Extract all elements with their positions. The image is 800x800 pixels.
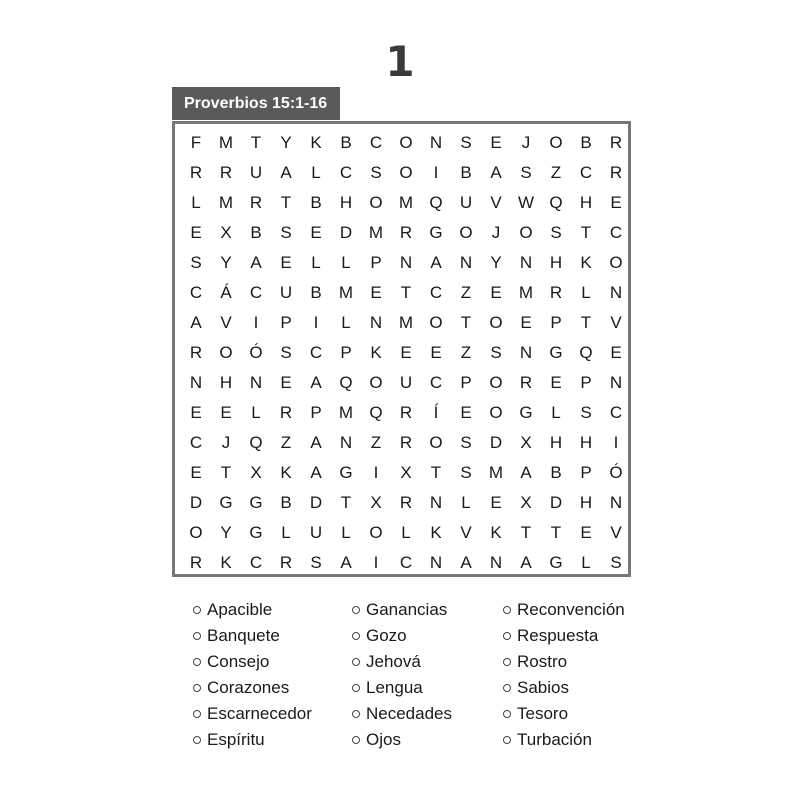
- grid-cell[interactable]: R: [609, 133, 623, 152]
- grid-cell[interactable]: N: [189, 373, 203, 392]
- grid-cell[interactable]: H: [579, 493, 593, 512]
- word-label: Corazones: [207, 678, 290, 697]
- grid-cell[interactable]: A: [490, 163, 502, 182]
- grid-cell[interactable]: O: [519, 223, 533, 242]
- grid-cell[interactable]: E: [280, 253, 292, 272]
- grid-cell[interactable]: L: [311, 253, 321, 272]
- grid-cell[interactable]: J: [491, 223, 501, 242]
- word-item[interactable]: [352, 675, 452, 701]
- grid-cell[interactable]: E: [310, 223, 322, 242]
- grid-cell[interactable]: L: [401, 523, 411, 542]
- grid-cell[interactable]: G: [519, 403, 533, 422]
- word-list-column-3: [503, 597, 625, 753]
- grid-cell[interactable]: A: [190, 313, 202, 332]
- circle-icon[interactable]: [193, 606, 201, 614]
- grid-cell[interactable]: Z: [460, 283, 472, 302]
- grid-cell[interactable]: I: [253, 313, 259, 332]
- grid-cell[interactable]: I: [433, 163, 439, 182]
- grid-cell[interactable]: D: [549, 493, 563, 512]
- grid-cell[interactable]: N: [609, 373, 623, 392]
- grid-cell[interactable]: Y: [490, 253, 502, 272]
- grid-cell[interactable]: C: [189, 433, 203, 452]
- grid-cell[interactable]: U: [459, 193, 473, 212]
- grid-cell[interactable]: U: [309, 523, 323, 542]
- grid-cell[interactable]: V: [460, 523, 472, 542]
- grid-cell[interactable]: A: [310, 463, 322, 482]
- word-item[interactable]: [193, 623, 312, 649]
- grid-cell[interactable]: S: [490, 343, 502, 362]
- grid-cell[interactable]: T: [580, 313, 592, 332]
- grid-cell[interactable]: S: [310, 553, 322, 572]
- grid-cell[interactable]: L: [581, 283, 591, 302]
- grid-cell[interactable]: O: [429, 313, 443, 332]
- circle-icon[interactable]: [503, 710, 511, 718]
- grid-cell[interactable]: A: [280, 163, 292, 182]
- grid-cell[interactable]: P: [550, 313, 562, 332]
- word-label: Ojos: [366, 730, 401, 749]
- grid-cell[interactable]: Z: [460, 343, 472, 362]
- word-label: Necedades: [366, 704, 453, 723]
- grid-cell[interactable]: K: [580, 253, 592, 272]
- grid-cell[interactable]: O: [609, 253, 623, 272]
- grid-cell[interactable]: C: [249, 553, 263, 572]
- grid-cell[interactable]: C: [399, 553, 413, 572]
- grid-cell[interactable]: M: [218, 133, 234, 152]
- circle-icon[interactable]: [503, 736, 511, 744]
- grid-cell[interactable]: E: [430, 343, 442, 362]
- grid-cell[interactable]: S: [610, 553, 622, 572]
- word-item[interactable]: [352, 623, 452, 649]
- word-item[interactable]: [193, 649, 312, 675]
- grid-cell[interactable]: X: [250, 463, 262, 482]
- grid-cell[interactable]: S: [190, 253, 202, 272]
- word-item[interactable]: [193, 597, 312, 623]
- grid-cell[interactable]: V: [220, 313, 232, 332]
- grid-cell[interactable]: Z: [550, 163, 562, 182]
- grid-cell[interactable]: P: [370, 253, 382, 272]
- grid-cell[interactable]: G: [429, 223, 443, 242]
- grid-cell[interactable]: Q: [579, 343, 593, 362]
- circle-icon[interactable]: [193, 710, 201, 718]
- grid-cell[interactable]: E: [400, 343, 412, 362]
- grid-cell[interactable]: C: [369, 133, 383, 152]
- grid-cell[interactable]: C: [609, 223, 623, 242]
- grid-cell[interactable]: D: [189, 493, 203, 512]
- grid-cell[interactable]: G: [339, 463, 353, 482]
- grid-cell[interactable]: U: [279, 283, 293, 302]
- grid-cell[interactable]: V: [610, 523, 622, 542]
- grid-cell[interactable]: M: [218, 193, 234, 212]
- grid-cell[interactable]: Y: [280, 133, 292, 152]
- grid-cell[interactable]: Á: [220, 283, 232, 302]
- word-item[interactable]: [352, 597, 452, 623]
- grid-cell[interactable]: O: [399, 133, 413, 152]
- grid-cell[interactable]: N: [249, 373, 263, 392]
- grid-cell[interactable]: P: [580, 373, 592, 392]
- grid-cell[interactable]: M: [338, 283, 354, 302]
- grid-cell[interactable]: X: [400, 463, 412, 482]
- word-label: Respuesta: [517, 626, 599, 645]
- grid-cell[interactable]: T: [280, 193, 292, 212]
- grid-cell[interactable]: Q: [549, 193, 563, 212]
- grid-cell[interactable]: V: [490, 193, 502, 212]
- grid-cell[interactable]: B: [310, 193, 322, 212]
- grid-cell[interactable]: L: [341, 253, 351, 272]
- grid-cell[interactable]: B: [580, 133, 592, 152]
- grid-cell[interactable]: K: [430, 523, 442, 542]
- grid-cell[interactable]: Z: [370, 433, 382, 452]
- word-item[interactable]: [193, 675, 312, 701]
- grid-cell[interactable]: E: [220, 403, 232, 422]
- grid-cell[interactable]: R: [609, 163, 623, 182]
- grid-cell[interactable]: R: [399, 433, 413, 452]
- grid-cell[interactable]: N: [339, 433, 353, 452]
- grid-cell[interactable]: G: [249, 493, 263, 512]
- grid-cell[interactable]: F: [190, 133, 202, 152]
- grid-cell[interactable]: O: [189, 523, 203, 542]
- word-item[interactable]: [503, 701, 625, 727]
- circle-icon[interactable]: [352, 710, 360, 718]
- grid-cell[interactable]: N: [399, 253, 413, 272]
- grid-cell[interactable]: Í: [433, 403, 439, 422]
- grid-cell[interactable]: R: [189, 553, 203, 572]
- grid-cell[interactable]: Q: [249, 433, 263, 452]
- grid-cell[interactable]: S: [280, 223, 292, 242]
- word-label: Banquete: [207, 626, 280, 645]
- circle-icon[interactable]: [352, 606, 360, 614]
- word-label: Consejo: [207, 652, 270, 671]
- grid-cell[interactable]: G: [219, 493, 233, 512]
- grid-cell[interactable]: V: [610, 313, 622, 332]
- word-item[interactable]: [193, 701, 312, 727]
- grid-cell[interactable]: Ó: [249, 343, 263, 362]
- grid-cell[interactable]: E: [610, 343, 622, 362]
- grid-cell[interactable]: I: [613, 433, 619, 452]
- grid-cell[interactable]: C: [339, 163, 353, 182]
- grid-cell[interactable]: I: [373, 463, 379, 482]
- grid-cell[interactable]: C: [609, 403, 623, 422]
- grid-cell[interactable]: R: [549, 283, 563, 302]
- circle-icon[interactable]: [352, 658, 360, 666]
- grid-cell[interactable]: E: [580, 523, 592, 542]
- grid-cell[interactable]: T: [400, 283, 412, 302]
- grid-cell[interactable]: R: [189, 343, 203, 362]
- grid-cell[interactable]: E: [460, 403, 472, 422]
- grid-cell[interactable]: M: [398, 193, 414, 212]
- grid-cell[interactable]: T: [340, 493, 352, 512]
- word-item[interactable]: [503, 597, 625, 623]
- word-label: Escarnecedor: [207, 704, 312, 723]
- circle-icon[interactable]: [193, 736, 201, 744]
- grid-cell[interactable]: A: [430, 253, 442, 272]
- grid-cell[interactable]: E: [550, 373, 562, 392]
- word-item[interactable]: [503, 675, 625, 701]
- grid-cell[interactable]: L: [341, 313, 351, 332]
- grid-cell[interactable]: E: [280, 373, 292, 392]
- grid-cell[interactable]: J: [221, 433, 231, 452]
- grid-cell[interactable]: T: [220, 463, 232, 482]
- grid-cell[interactable]: T: [430, 463, 442, 482]
- grid-cell[interactable]: M: [398, 313, 414, 332]
- grid-cell[interactable]: O: [369, 373, 383, 392]
- grid-cell[interactable]: C: [189, 283, 203, 302]
- grid-cell[interactable]: S: [520, 163, 532, 182]
- grid-cell[interactable]: S: [580, 403, 592, 422]
- grid-cell[interactable]: R: [279, 553, 293, 572]
- grid-cell[interactable]: G: [549, 343, 563, 362]
- grid-cell[interactable]: X: [370, 493, 382, 512]
- grid-cell[interactable]: N: [519, 343, 533, 362]
- word-label: Apacible: [207, 600, 273, 619]
- grid-cell[interactable]: H: [339, 193, 353, 212]
- grid-cell[interactable]: J: [521, 133, 531, 152]
- grid-cell[interactable]: R: [519, 373, 533, 392]
- word-item[interactable]: [503, 727, 625, 753]
- grid-cell[interactable]: N: [519, 253, 533, 272]
- word-label: Gozo: [366, 626, 407, 645]
- grid-cell[interactable]: L: [251, 403, 261, 422]
- word-list-column-2: [352, 597, 452, 753]
- grid-cell[interactable]: E: [520, 313, 532, 332]
- grid-cell[interactable]: G: [249, 523, 263, 542]
- grid-cell[interactable]: B: [280, 493, 292, 512]
- grid-cell[interactable]: N: [429, 553, 443, 572]
- word-label: Sabios: [517, 678, 569, 697]
- grid-cell[interactable]: U: [249, 163, 263, 182]
- grid-cell[interactable]: O: [489, 313, 503, 332]
- grid-cell[interactable]: O: [219, 343, 233, 362]
- grid-cell[interactable]: R: [219, 163, 233, 182]
- word-label: Rostro: [517, 652, 568, 671]
- grid-cell[interactable]: T: [460, 313, 472, 332]
- word-label: Reconvención: [517, 600, 625, 619]
- grid-cell[interactable]: D: [309, 493, 323, 512]
- grid-cell[interactable]: E: [190, 223, 202, 242]
- grid-cell[interactable]: R: [399, 403, 413, 422]
- word-label: Turbación: [517, 730, 592, 749]
- grid-cell[interactable]: H: [549, 253, 563, 272]
- grid-cell[interactable]: B: [310, 283, 322, 302]
- grid-cell[interactable]: O: [459, 223, 473, 242]
- grid-cell[interactable]: L: [461, 493, 471, 512]
- circle-icon[interactable]: [193, 658, 201, 666]
- circle-icon[interactable]: [193, 684, 201, 692]
- grid-cell[interactable]: A: [250, 253, 262, 272]
- grid-cell[interactable]: L: [191, 193, 201, 212]
- grid-cell[interactable]: O: [489, 373, 503, 392]
- grid-cell[interactable]: R: [399, 493, 413, 512]
- grid-cell[interactable]: G: [549, 553, 563, 572]
- grid-cell[interactable]: S: [460, 433, 472, 452]
- word-item[interactable]: [352, 649, 452, 675]
- grid-cell[interactable]: H: [579, 193, 593, 212]
- grid-cell[interactable]: E: [490, 283, 502, 302]
- grid-cell[interactable]: U: [399, 373, 413, 392]
- grid-cell[interactable]: C: [309, 343, 323, 362]
- grid-cell[interactable]: E: [370, 283, 382, 302]
- grid-cell[interactable]: L: [281, 523, 291, 542]
- grid-cell[interactable]: T: [520, 523, 532, 542]
- circle-icon[interactable]: [352, 736, 360, 744]
- word-item[interactable]: [503, 649, 625, 675]
- grid-cell[interactable]: B: [250, 223, 262, 242]
- grid-cell[interactable]: B: [460, 163, 472, 182]
- grid-cell[interactable]: Q: [369, 403, 383, 422]
- grid-cell[interactable]: X: [220, 223, 232, 242]
- grid-cell[interactable]: W: [517, 193, 535, 212]
- grid-cell[interactable]: N: [429, 133, 443, 152]
- grid-cell[interactable]: E: [190, 403, 202, 422]
- grid-cell[interactable]: D: [489, 433, 503, 452]
- grid-cell[interactable]: L: [311, 163, 321, 182]
- word-item[interactable]: [193, 727, 312, 753]
- grid-cell[interactable]: H: [579, 433, 593, 452]
- word-item[interactable]: [352, 727, 452, 753]
- word-label: Tesoro: [517, 704, 569, 723]
- grid-cell[interactable]: A: [310, 433, 322, 452]
- grid-cell[interactable]: X: [520, 493, 532, 512]
- word-label: Ganancias: [366, 600, 448, 619]
- grid-cell[interactable]: I: [313, 313, 319, 332]
- grid-cell[interactable]: E: [610, 193, 622, 212]
- grid-cell[interactable]: C: [429, 283, 443, 302]
- grid-cell[interactable]: T: [580, 223, 592, 242]
- letter-grid: [181, 128, 631, 578]
- grid-cell[interactable]: Z: [280, 433, 292, 452]
- grid-cell[interactable]: K: [220, 553, 232, 572]
- grid-cell[interactable]: L: [581, 553, 591, 572]
- grid-cell[interactable]: O: [369, 523, 383, 542]
- grid-cell[interactable]: S: [370, 163, 382, 182]
- grid-cell[interactable]: N: [459, 253, 473, 272]
- grid-cell[interactable]: K: [280, 463, 292, 482]
- grid-cell[interactable]: P: [340, 343, 352, 362]
- word-label: Espíritu: [207, 730, 265, 749]
- grid-cell[interactable]: M: [488, 463, 504, 482]
- grid-cell[interactable]: E: [490, 493, 502, 512]
- grid-cell[interactable]: R: [189, 163, 203, 182]
- grid-cell[interactable]: N: [489, 553, 503, 572]
- grid-cell[interactable]: P: [460, 373, 472, 392]
- grid-cell[interactable]: Y: [220, 253, 232, 272]
- grid-cell[interactable]: K: [310, 133, 322, 152]
- grid-cell[interactable]: A: [520, 463, 532, 482]
- grid-cell[interactable]: O: [489, 403, 503, 422]
- grid-cell[interactable]: T: [250, 133, 262, 152]
- grid-cell[interactable]: C: [579, 163, 593, 182]
- circle-icon[interactable]: [503, 684, 511, 692]
- grid-cell[interactable]: R: [399, 223, 413, 242]
- grid-cell[interactable]: O: [429, 433, 443, 452]
- grid-cell[interactable]: C: [249, 283, 263, 302]
- grid-cell[interactable]: N: [609, 283, 623, 302]
- grid-cell[interactable]: B: [550, 463, 562, 482]
- grid-cell[interactable]: A: [340, 553, 352, 572]
- grid-cell[interactable]: X: [520, 433, 532, 452]
- circle-icon[interactable]: [193, 632, 201, 640]
- grid-cell[interactable]: Y: [220, 523, 232, 542]
- grid-cell[interactable]: P: [280, 313, 292, 332]
- grid-cell[interactable]: A: [460, 553, 472, 572]
- grid-cell[interactable]: K: [490, 523, 502, 542]
- grid-cell[interactable]: D: [339, 223, 353, 242]
- letter-grid-frame: [172, 121, 631, 577]
- grid-cell[interactable]: E: [190, 463, 202, 482]
- grid-cell[interactable]: B: [340, 133, 352, 152]
- grid-cell[interactable]: N: [429, 493, 443, 512]
- grid-cell[interactable]: L: [341, 523, 351, 542]
- grid-cell[interactable]: R: [279, 403, 293, 422]
- grid-cell[interactable]: O: [399, 163, 413, 182]
- grid-cell[interactable]: R: [249, 193, 263, 212]
- grid-cell[interactable]: O: [549, 133, 563, 152]
- grid-cell[interactable]: S: [460, 133, 472, 152]
- circle-icon[interactable]: [352, 632, 360, 640]
- grid-cell[interactable]: P: [310, 403, 322, 422]
- circle-icon[interactable]: [352, 684, 360, 692]
- circle-icon[interactable]: [503, 632, 511, 640]
- grid-cell[interactable]: A: [520, 553, 532, 572]
- grid-cell[interactable]: S: [550, 223, 562, 242]
- grid-cell[interactable]: N: [609, 493, 623, 512]
- word-item[interactable]: [352, 701, 452, 727]
- grid-cell[interactable]: I: [373, 553, 379, 572]
- grid-cell[interactable]: K: [370, 343, 382, 362]
- grid-cell[interactable]: S: [460, 463, 472, 482]
- grid-cell[interactable]: L: [551, 403, 561, 422]
- grid-cell[interactable]: M: [368, 223, 384, 242]
- grid-cell[interactable]: N: [369, 313, 383, 332]
- grid-cell[interactable]: H: [549, 433, 563, 452]
- grid-cell[interactable]: Ó: [609, 463, 623, 482]
- grid-cell[interactable]: Q: [429, 193, 443, 212]
- grid-cell[interactable]: P: [580, 463, 592, 482]
- word-label: Lengua: [366, 678, 423, 697]
- grid-cell[interactable]: S: [280, 343, 292, 362]
- circle-icon[interactable]: [503, 658, 511, 666]
- circle-icon[interactable]: [503, 606, 511, 614]
- grid-cell[interactable]: E: [490, 133, 502, 152]
- grid-cell[interactable]: A: [310, 373, 322, 392]
- word-list-column-1: [193, 597, 312, 753]
- grid-cell[interactable]: M: [338, 403, 354, 422]
- page-number: 1: [385, 37, 415, 86]
- grid-cell[interactable]: C: [429, 373, 443, 392]
- grid-cell[interactable]: Q: [339, 373, 353, 392]
- grid-cell[interactable]: O: [369, 193, 383, 212]
- puzzle-title: Proverbios 15:1-16: [172, 87, 340, 120]
- grid-cell[interactable]: M: [518, 283, 534, 302]
- grid-cell[interactable]: H: [219, 373, 233, 392]
- grid-cell[interactable]: T: [550, 523, 562, 542]
- word-label: Jehová: [366, 652, 421, 671]
- word-item[interactable]: [503, 623, 625, 649]
